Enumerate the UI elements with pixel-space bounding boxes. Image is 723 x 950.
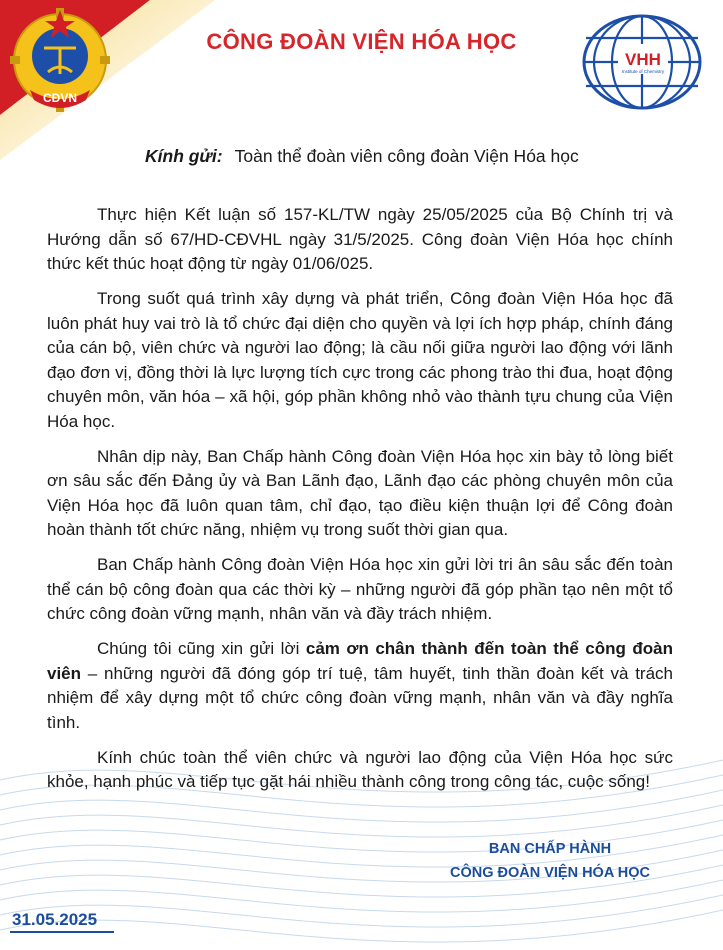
signature-line-1: BAN CHẤP HÀNH: [488, 841, 612, 857]
cdvn-logo-icon: [8, 4, 112, 118]
signature-block: [430, 837, 670, 885]
greeting-label: Kính gửi:: [145, 146, 223, 166]
paragraph-4: Ban Chấp hành Công đoàn Viện Hóa học xin gửi lời tri ân sâu sắc đến toàn thể cán bộ công đoàn qua các thời kỳ – những người đã góp phần tạo nên một tổ chức công đoàn vững mạnh, nhân văn và đầy trách nhiệm.: [47, 555, 673, 623]
vhh-logo-subtext: Institute of Chemistry: [621, 69, 665, 74]
vhh-logo-text: VHH: [625, 50, 661, 69]
paragraph-5-emphasis: cảm ơn chân thành đến toàn thể công đoàn viên: [47, 639, 673, 683]
paragraph-5-end: – những người đã đóng góp trí tuệ, tâm huyết, tinh thần đoàn kết và trách nhiệm để xây dựng một tổ chức công đoàn vững mạnh, nhân văn và đầy nghĩa tình.: [47, 663, 673, 732]
vhh-logo-icon: [580, 12, 704, 112]
paragraph-5: [47, 637, 673, 735]
paragraph-6: Kính chúc toàn thể viên chức và người lao động của Viện Hóa học sức khỏe, hạnh phúc và tiếp tục gặt hái nhiều thành công trong công tác, cuộc sống!: [47, 747, 673, 791]
date-underline: [10, 931, 114, 933]
paragraph-2: Trong suốt quá trình xây dựng và phát triển, Công đoàn Viện Hóa học đã luôn phát huy vai trò là tổ chức đại diện cho quyền và lợi ích hợp pháp, chính đáng của cán bộ, viên chức và người lao động; là cầu nối giữa người lao động với lãnh đạo đơn vị, đồng thời là lực lượng tích cực trong các phong trào thi đua, hoạt động chuyên môn, văn hóa – xã hội, góp phần không nhỏ vào thành tựu chung của Viện Hóa học.: [47, 289, 673, 431]
cdvn-logo-text: CĐVN: [42, 91, 78, 105]
paragraph-1: Thực hiện Kết luận số 157-KL/TW ngày 25/05/2025 của Bộ Chính trị và Hướng dẫn số 67/HD-CĐVHL ngày 31/5/2025. Công đoàn Viện Hóa học chính thức kết thúc hoạt động từ ngày 01/06/025.: [47, 205, 673, 273]
paragraph-5-start: Chúng tôi cũng xin gửi lời: [97, 639, 306, 658]
paragraph-3: Nhân dịp này, Ban Chấp hành Công đoàn Viện Hóa học xin bày tỏ lòng biết ơn sâu sắc đến Đảng ủy và Ban Lãnh đạo, Lãnh đạo các phòng chuyên môn của Viện Hóa học đã luôn quan tâm, chỉ đạo, tạo điều kiện thuận lợi để Công đoàn hoàn thành tốt chức năng, nhiệm vụ trong suốt thời gian qua.: [47, 446, 673, 539]
greeting-recipient: Toàn thể đoàn viên công đoàn Viện Hóa học: [234, 146, 579, 166]
letter-body: [47, 203, 673, 805]
page-title: CÔNG ĐOÀN VIỆN HÓA HỌC: [206, 29, 517, 54]
greeting-line: [145, 146, 579, 167]
date-stamp: 31.05.2025: [12, 910, 98, 929]
signature-line-2: CÔNG ĐOÀN VIỆN HÓA HỌC: [449, 865, 651, 881]
